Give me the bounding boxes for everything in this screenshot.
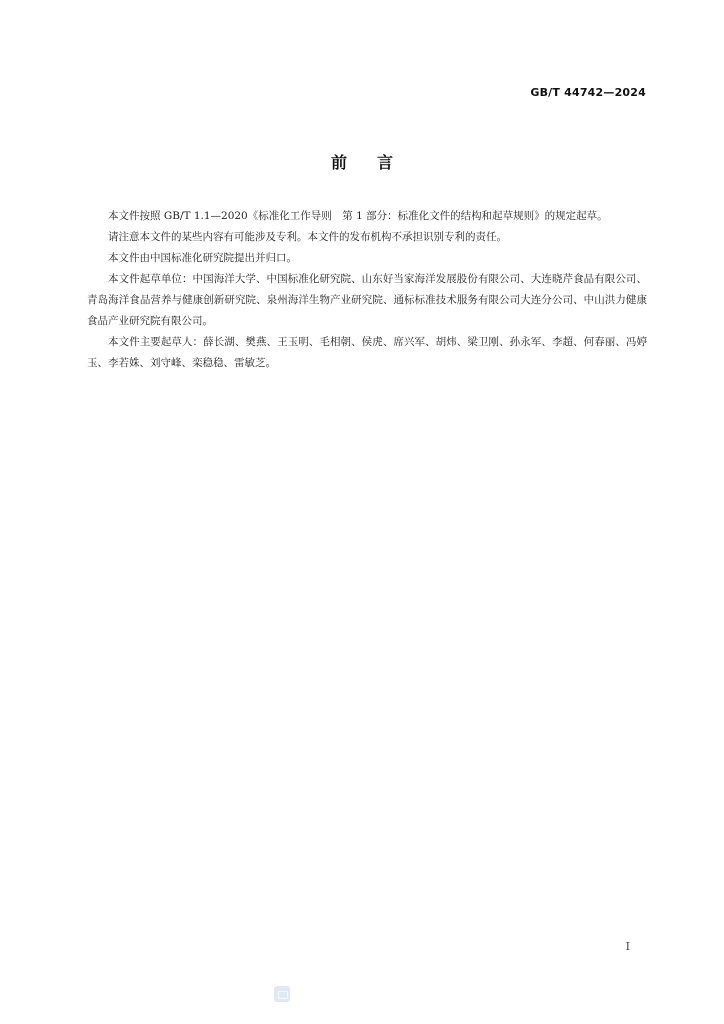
paragraph-patent-notice: 请注意本文件的某些内容有可能涉及专利。本文件的发布机构不承担识别专利的责任。 — [108, 231, 507, 243]
page-number: I — [625, 940, 630, 953]
watermark-logo-icon — [274, 986, 290, 1002]
paragraph-main-drafters: 本文件主要起草人：薛长湖、樊燕、王玉明、毛相朝、侯虎、席兴军、胡炜、梁卫刚、孙永军、李超、何春丽、冯婷玉、李若姝、刘守峰、栾稳稳、雷敏芝。 — [87, 336, 647, 369]
preface-body — [87, 206, 647, 374]
paragraph-proposer: 本文件由中国标准化研究院提出并归口。 — [108, 252, 297, 264]
standard-number: GB/T 44742—2024 — [530, 86, 646, 99]
paragraph-drafting-rules: 本文件按照 GB/T 1.1—2020《标准化工作导则 第 1 部分：标准化文件的结构和起草规则》的规定起草。 — [108, 210, 608, 222]
page-title: 前言 — [330, 153, 423, 172]
paragraph-drafting-organizations: 本文件起草单位：中国海洋大学、中国标准化研究院、山东好当家海洋发展股份有限公司、大连晓芹食品有限公司、青岛海洋食品营养与健康创新研究院、泉州海洋生物产业研究院、通标标准技术服务有限公司大连分公司、中山洪力健康食品产业研究院有限公司。 — [87, 273, 647, 327]
